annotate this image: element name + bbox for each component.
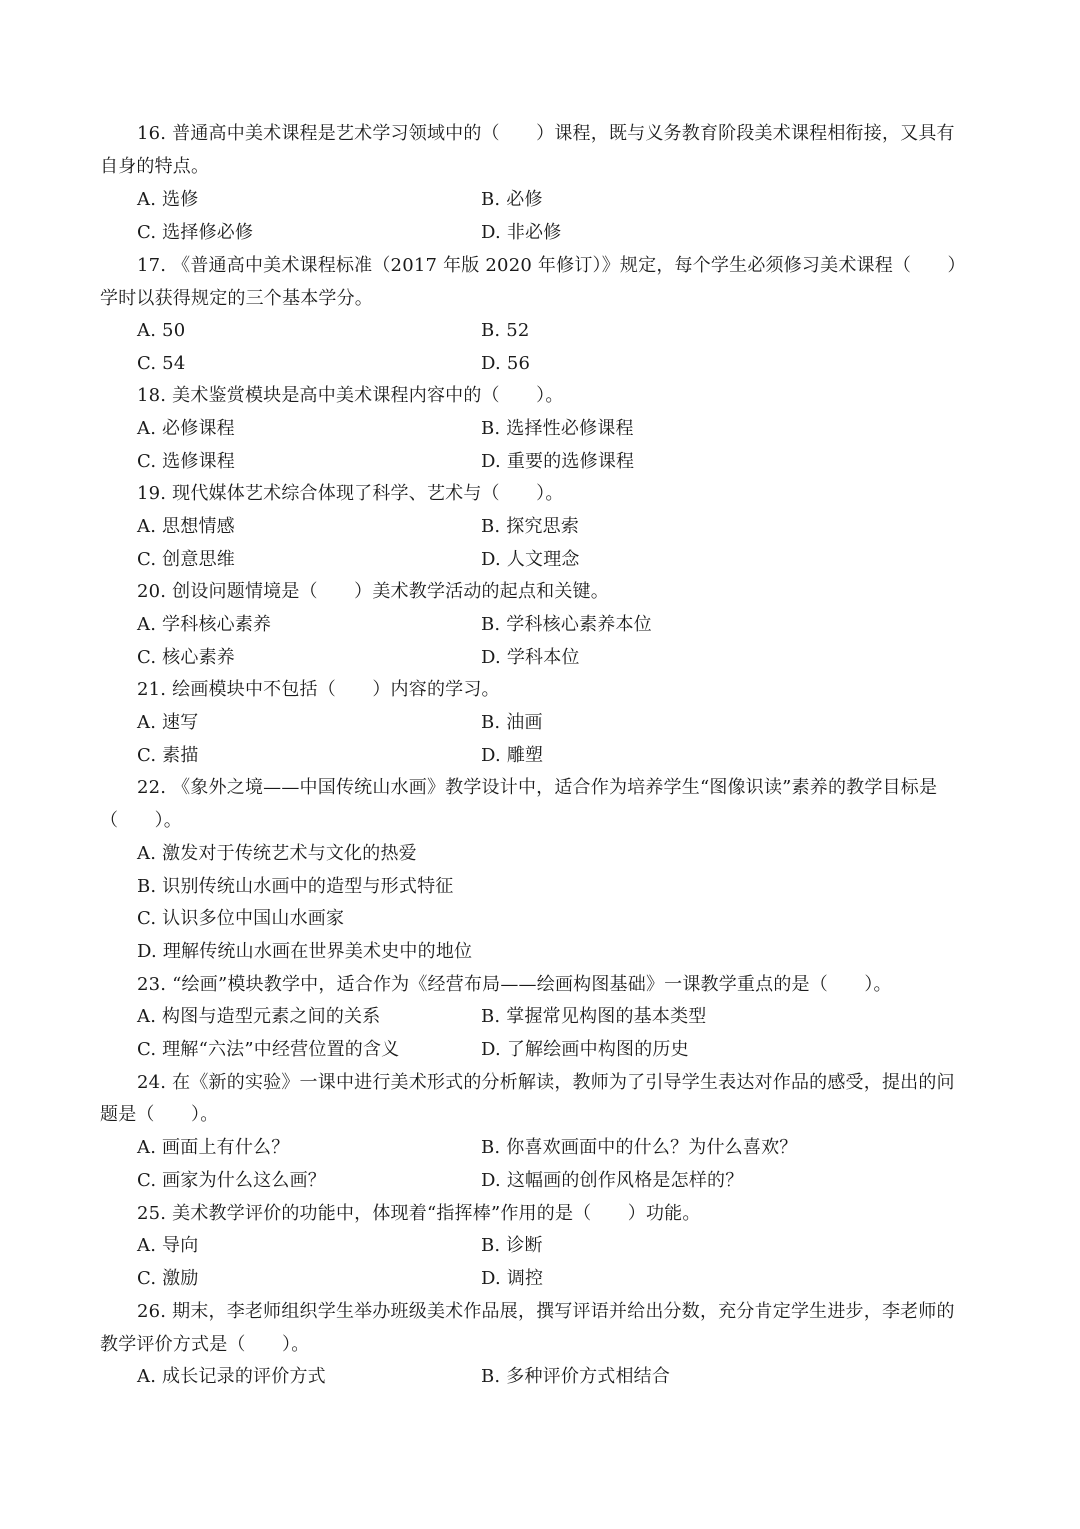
question-20-option-a: A. 学科核心素养 — [137, 614, 272, 635]
question-25-option-c: C. 激励 — [137, 1268, 199, 1289]
question-22-option-d: D. 理解传统山水画在世界美术史中的地位 — [137, 941, 473, 962]
question-21-option-b: B. 油画 — [481, 712, 543, 733]
question-17-option-c: C. 54 — [137, 353, 186, 374]
question-17-option-a: A. 50 — [137, 320, 186, 341]
question-17-option-d: D. 56 — [481, 353, 531, 374]
question-19-option-d: D. 人文理念 — [481, 549, 580, 570]
question-26-stem-continued: 教学评价方式是（ ）。 — [100, 1334, 310, 1355]
question-24-option-b: B. 你喜欢画面中的什么？为什么喜欢？ — [481, 1137, 798, 1158]
question-18-option-d: D. 重要的选修课程 — [481, 451, 635, 472]
question-17-stem-continued: 学时以获得规定的三个基本学分。 — [100, 288, 373, 309]
question-16-option-a: A. 选修 — [137, 189, 199, 210]
question-19-option-c: C. 创意思维 — [137, 549, 235, 570]
question-24-option-a: A. 画面上有什么？ — [137, 1137, 290, 1158]
question-20-option-d: D. 学科本位 — [481, 647, 580, 668]
question-22-option-c: C. 认识多位中国山水画家 — [137, 908, 345, 929]
question-26-option-a: A. 成长记录的评价方式 — [137, 1366, 326, 1387]
question-21-option-c: C. 素描 — [137, 745, 199, 766]
question-26-option-b: B. 多种评价方式相结合 — [481, 1366, 671, 1387]
question-19-option-a: A. 思想情感 — [137, 516, 235, 537]
question-20-stem: 20. 创设问题情境是（ ）美术教学活动的起点和关键。 — [137, 581, 609, 602]
question-18-option-a: A. 必修课程 — [137, 418, 235, 439]
question-17-option-b: B. 52 — [481, 320, 530, 341]
question-18-option-c: C. 选修课程 — [137, 451, 235, 472]
question-19-stem: 19. 现代媒体艺术综合体现了科学、艺术与（ ）。 — [137, 483, 564, 504]
question-18-stem: 18. 美术鉴赏模块是高中美术课程内容中的（ ）。 — [137, 385, 564, 406]
question-20-option-c: C. 核心素养 — [137, 647, 235, 668]
question-19-option-b: B. 探究思索 — [481, 516, 580, 537]
question-16-stem-continued: 自身的特点。 — [100, 156, 210, 177]
question-21-stem: 21. 绘画模块中不包括（ ）内容的学习。 — [137, 679, 500, 700]
question-23-option-b: B. 掌握常见构图的基本类型 — [481, 1006, 707, 1027]
question-24-stem-continued: 题是（ ）。 — [100, 1104, 219, 1125]
question-22-option-a: A. 激发对于传统艺术与文化的热爱 — [137, 843, 417, 864]
question-25-option-b: B. 诊断 — [481, 1235, 543, 1256]
question-23-option-a: A. 构图与造型元素之间的关系 — [137, 1006, 381, 1027]
question-23-option-d: D. 了解绘画中构图的历史 — [481, 1039, 689, 1060]
question-22-option-b: B. 识别传统山水画中的造型与形式特征 — [137, 876, 454, 897]
question-17-stem: 17. 《普通高中美术课程标准（2017 年版 2020 年修订）》规定，每个学生必须修习美术课程（ ） — [137, 255, 966, 276]
question-16-option-d: D. 非必修 — [481, 222, 562, 243]
question-23-stem: 23. “绘画”模块教学中，适合作为《经营布局——绘画构图基础》一课教学重点的是（ ）。 — [137, 974, 892, 995]
question-25-stem: 25. 美术教学评价的功能中，体现着“指挥棒”作用的是（ ）功能。 — [137, 1203, 701, 1224]
question-18-option-b: B. 选择性必修课程 — [481, 418, 634, 439]
question-25-option-d: D. 调控 — [481, 1268, 544, 1289]
question-16-option-b: B. 必修 — [481, 189, 543, 210]
question-26-stem: 26. 期末，李老师组织学生举办班级美术作品展，撰写评语并给出分数，充分肯定学生进步，李老师的 — [137, 1301, 955, 1322]
question-24-option-d: D. 这幅画的创作风格是怎样的？ — [481, 1170, 744, 1191]
question-24-stem: 24. 在《新的实验》一课中进行美术形式的分析解读，教师为了引导学生表达对作品的感受，提出的问 — [137, 1072, 955, 1093]
question-22-stem: 22. 《象外之境——中国传统山水画》教学设计中，适合作为培养学生“图像识读”素养的教学目标是 — [137, 777, 938, 798]
question-25-option-a: A. 导向 — [137, 1235, 199, 1256]
question-20-option-b: B. 学科核心素养本位 — [481, 614, 652, 635]
question-21-option-a: A. 速写 — [137, 712, 199, 733]
question-16-stem: 16. 普通高中美术课程是艺术学习领域中的（ ）课程，既与义务教育阶段美术课程相衔接，又具有 — [137, 123, 955, 144]
question-21-option-d: D. 雕塑 — [481, 745, 544, 766]
question-23-option-c: C. 理解“六法”中经营位置的含义 — [137, 1039, 400, 1060]
question-22-stem-continued: （ ）。 — [100, 810, 182, 831]
question-16-option-c: C. 选择修必修 — [137, 222, 254, 243]
question-24-option-c: C. 画家为什么这么画？ — [137, 1170, 326, 1191]
